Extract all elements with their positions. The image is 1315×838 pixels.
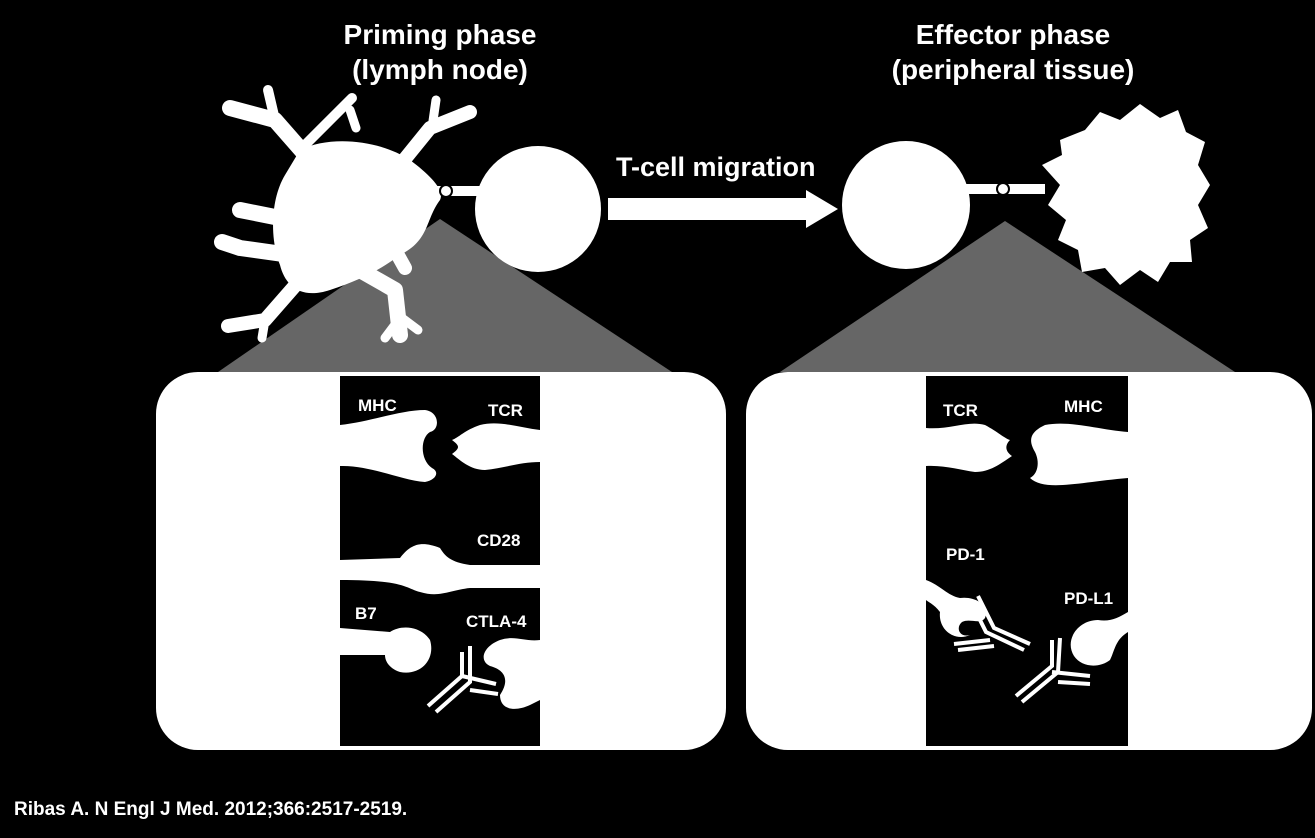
priming-phase-line1: Priming phase [343, 19, 537, 50]
tumor-cell [1042, 104, 1210, 285]
label-b7-left: B7 [355, 604, 377, 623]
label-pd1-right: PD-1 [946, 545, 985, 564]
priming-phase-title [320, 17, 560, 87]
t-cell-left [475, 146, 601, 272]
effector-phase-line2: (peripheral tissue) [891, 54, 1135, 85]
priming-phase-line2: (lymph node) [352, 54, 528, 85]
label-ctla4-left: CTLA-4 [466, 612, 527, 631]
label-tcr-right: TCR [943, 401, 978, 420]
label-mhc-left: MHC [358, 396, 397, 415]
label-tcr-left: TCR [488, 401, 523, 420]
effector-phase-title [873, 17, 1153, 87]
migration-arrow [608, 190, 838, 228]
effector-phase-line1: Effector phase [915, 19, 1111, 50]
synapse-right-knob [997, 183, 1009, 195]
synapse-left-knob [440, 185, 452, 197]
label-cd28-left: CD28 [477, 531, 521, 550]
migration-label: T-cell migration [616, 152, 816, 182]
citation: Ribas A. N Engl J Med. 2012;366:2517-2519. [14, 799, 408, 820]
mhc-right-shape [1030, 424, 1128, 486]
label-pdl1-right: PD-L1 [1064, 589, 1114, 608]
t-cell-right [842, 141, 970, 269]
label-mhc-right: MHC [1064, 397, 1103, 416]
